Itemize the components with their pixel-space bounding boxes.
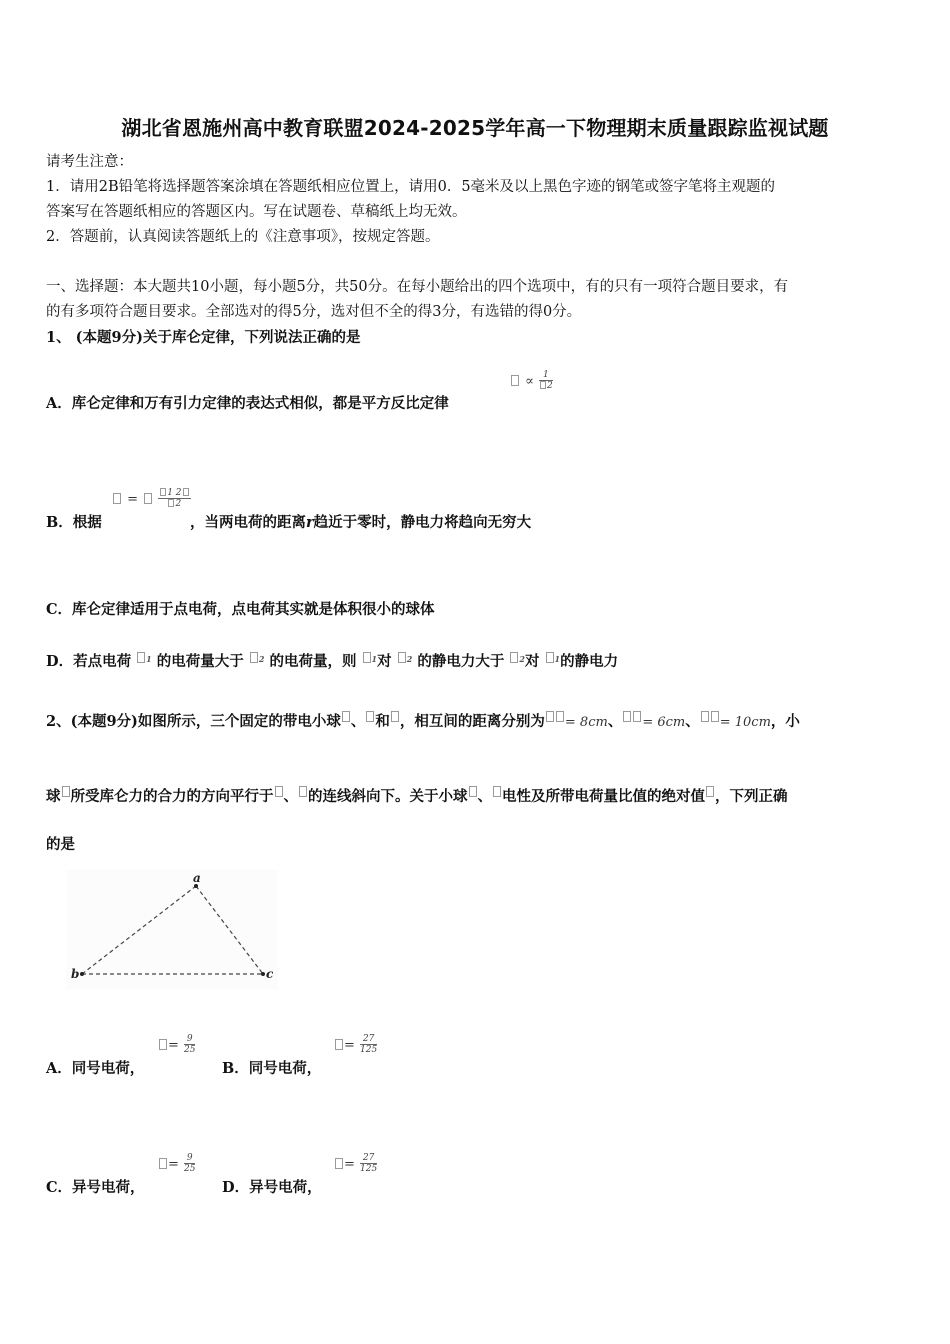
triangle-diagram <box>66 870 278 990</box>
q2-option-c: C．异号电荷， <box>46 1179 145 1196</box>
fraction <box>158 488 190 509</box>
notice-line-1b: 答案写在答题纸相应的答题区内。写在试题卷、草稿纸上均无效。 <box>46 204 467 220</box>
page-title: 湖北省恩施州高中教育联盟2024-2025学年高一下物理期末质量跟踪监视试题 <box>121 116 829 140</box>
question-1-stem: 1、 (本题9分)关于库仑定律，下列说法正确的是 <box>46 329 361 346</box>
proportional-sign: ∝ <box>525 374 534 389</box>
question-2-stem-line-3: 的是 <box>46 836 75 853</box>
notice-heading: 请考生注意： <box>46 154 133 170</box>
exponent: 2 <box>547 381 553 391</box>
symbol-placeholder <box>144 493 152 504</box>
equals-sign: = <box>127 492 138 507</box>
label-b: b <box>71 967 80 981</box>
question-2-stem-line-1: 2、(本题9分)如图所示，三个固定的带电小球 、 和 ，相互间的距离分别为 = 8cm、 = 6cm、 = 10cm，小 <box>46 713 800 730</box>
q2-option-a-formula: = $\frac{9}{25}$ <box>158 1034 195 1055</box>
distance-3: = 10cm <box>719 715 771 730</box>
q1-option-a-formula <box>510 370 553 391</box>
q2-option-c-formula: = $\frac{9}{25}$ <box>158 1153 195 1174</box>
label-a: a <box>193 871 201 885</box>
point-b <box>80 972 84 976</box>
q1-option-b-label: B．根据 <box>46 514 102 531</box>
q2-option-b-formula: = $\frac{27}{125}$ <box>334 1034 377 1055</box>
label-c: c <box>266 967 274 981</box>
q1-option-b-formula <box>112 488 191 509</box>
variable-r: r <box>306 514 314 531</box>
q2-option-d-formula: = $\frac{27}{125}$ <box>334 1153 377 1174</box>
q2-option-b: B．同号电荷， <box>222 1060 322 1077</box>
section-intro-2: 的有多项符合题目要求。全部选对的得5分，选对但不全的得3分，有选错的得0分。 <box>46 304 582 320</box>
section-intro-1: 一、选择题：本大题共10小题，每小题5分，共50分。在每小题给出的四个选项中，有的只有一项符合题目要求，有 <box>46 279 789 295</box>
fraction <box>539 370 553 391</box>
fraction-numerator: 1 <box>539 370 553 381</box>
notice-line-1a: 1．请用2B铅笔将选择题答案涂填在答题纸相应位置上，请用0．5毫米及以上黑色字迹的钢笔或签字笔将主观题的 <box>46 179 776 195</box>
diagram-background <box>66 870 278 990</box>
distance-2: = 6cm <box>642 715 686 730</box>
notice-line-2: 2．答题前，认真阅读答题纸上的《注意事项》，按规定答题。 <box>46 229 440 245</box>
distance-1: = 8cm <box>564 715 608 730</box>
fraction-denominator: 2 <box>158 499 190 509</box>
q1-option-d: D．若点电荷 $^1$ 的电荷量大于 $^2$ 的电荷量，则 $^1$对 $^2$ 的静电力大于 $^2$对 $^1$的静电力 <box>46 653 619 670</box>
q2-option-d: D．异号电荷， <box>222 1179 322 1196</box>
symbol-placeholder <box>511 375 519 386</box>
q2-option-a: A．同号电荷， <box>46 1060 145 1077</box>
symbol-placeholder <box>113 493 121 504</box>
point-c <box>261 972 265 976</box>
q1-option-c: C．库仑定律适用于点电荷，点电荷其实就是体积很小的球体 <box>46 601 435 618</box>
fraction-denominator <box>539 381 553 391</box>
q1-option-a: A．库仑定律和万有引力定律的表达式相似，都是平方反比定律 <box>46 395 449 412</box>
q1-option-b-text: ，当两电荷的距离r趋近于零时，静电力将趋向无穷大 <box>190 514 532 531</box>
question-2-stem-line-2: 球 所受库仑力的合力的方向平行于 、 的连线斜向下。关于小球 、 电性及所带电荷量比值的绝对值 ，下列正确 <box>46 788 788 805</box>
fraction-numerator: 1 2 <box>158 488 190 499</box>
